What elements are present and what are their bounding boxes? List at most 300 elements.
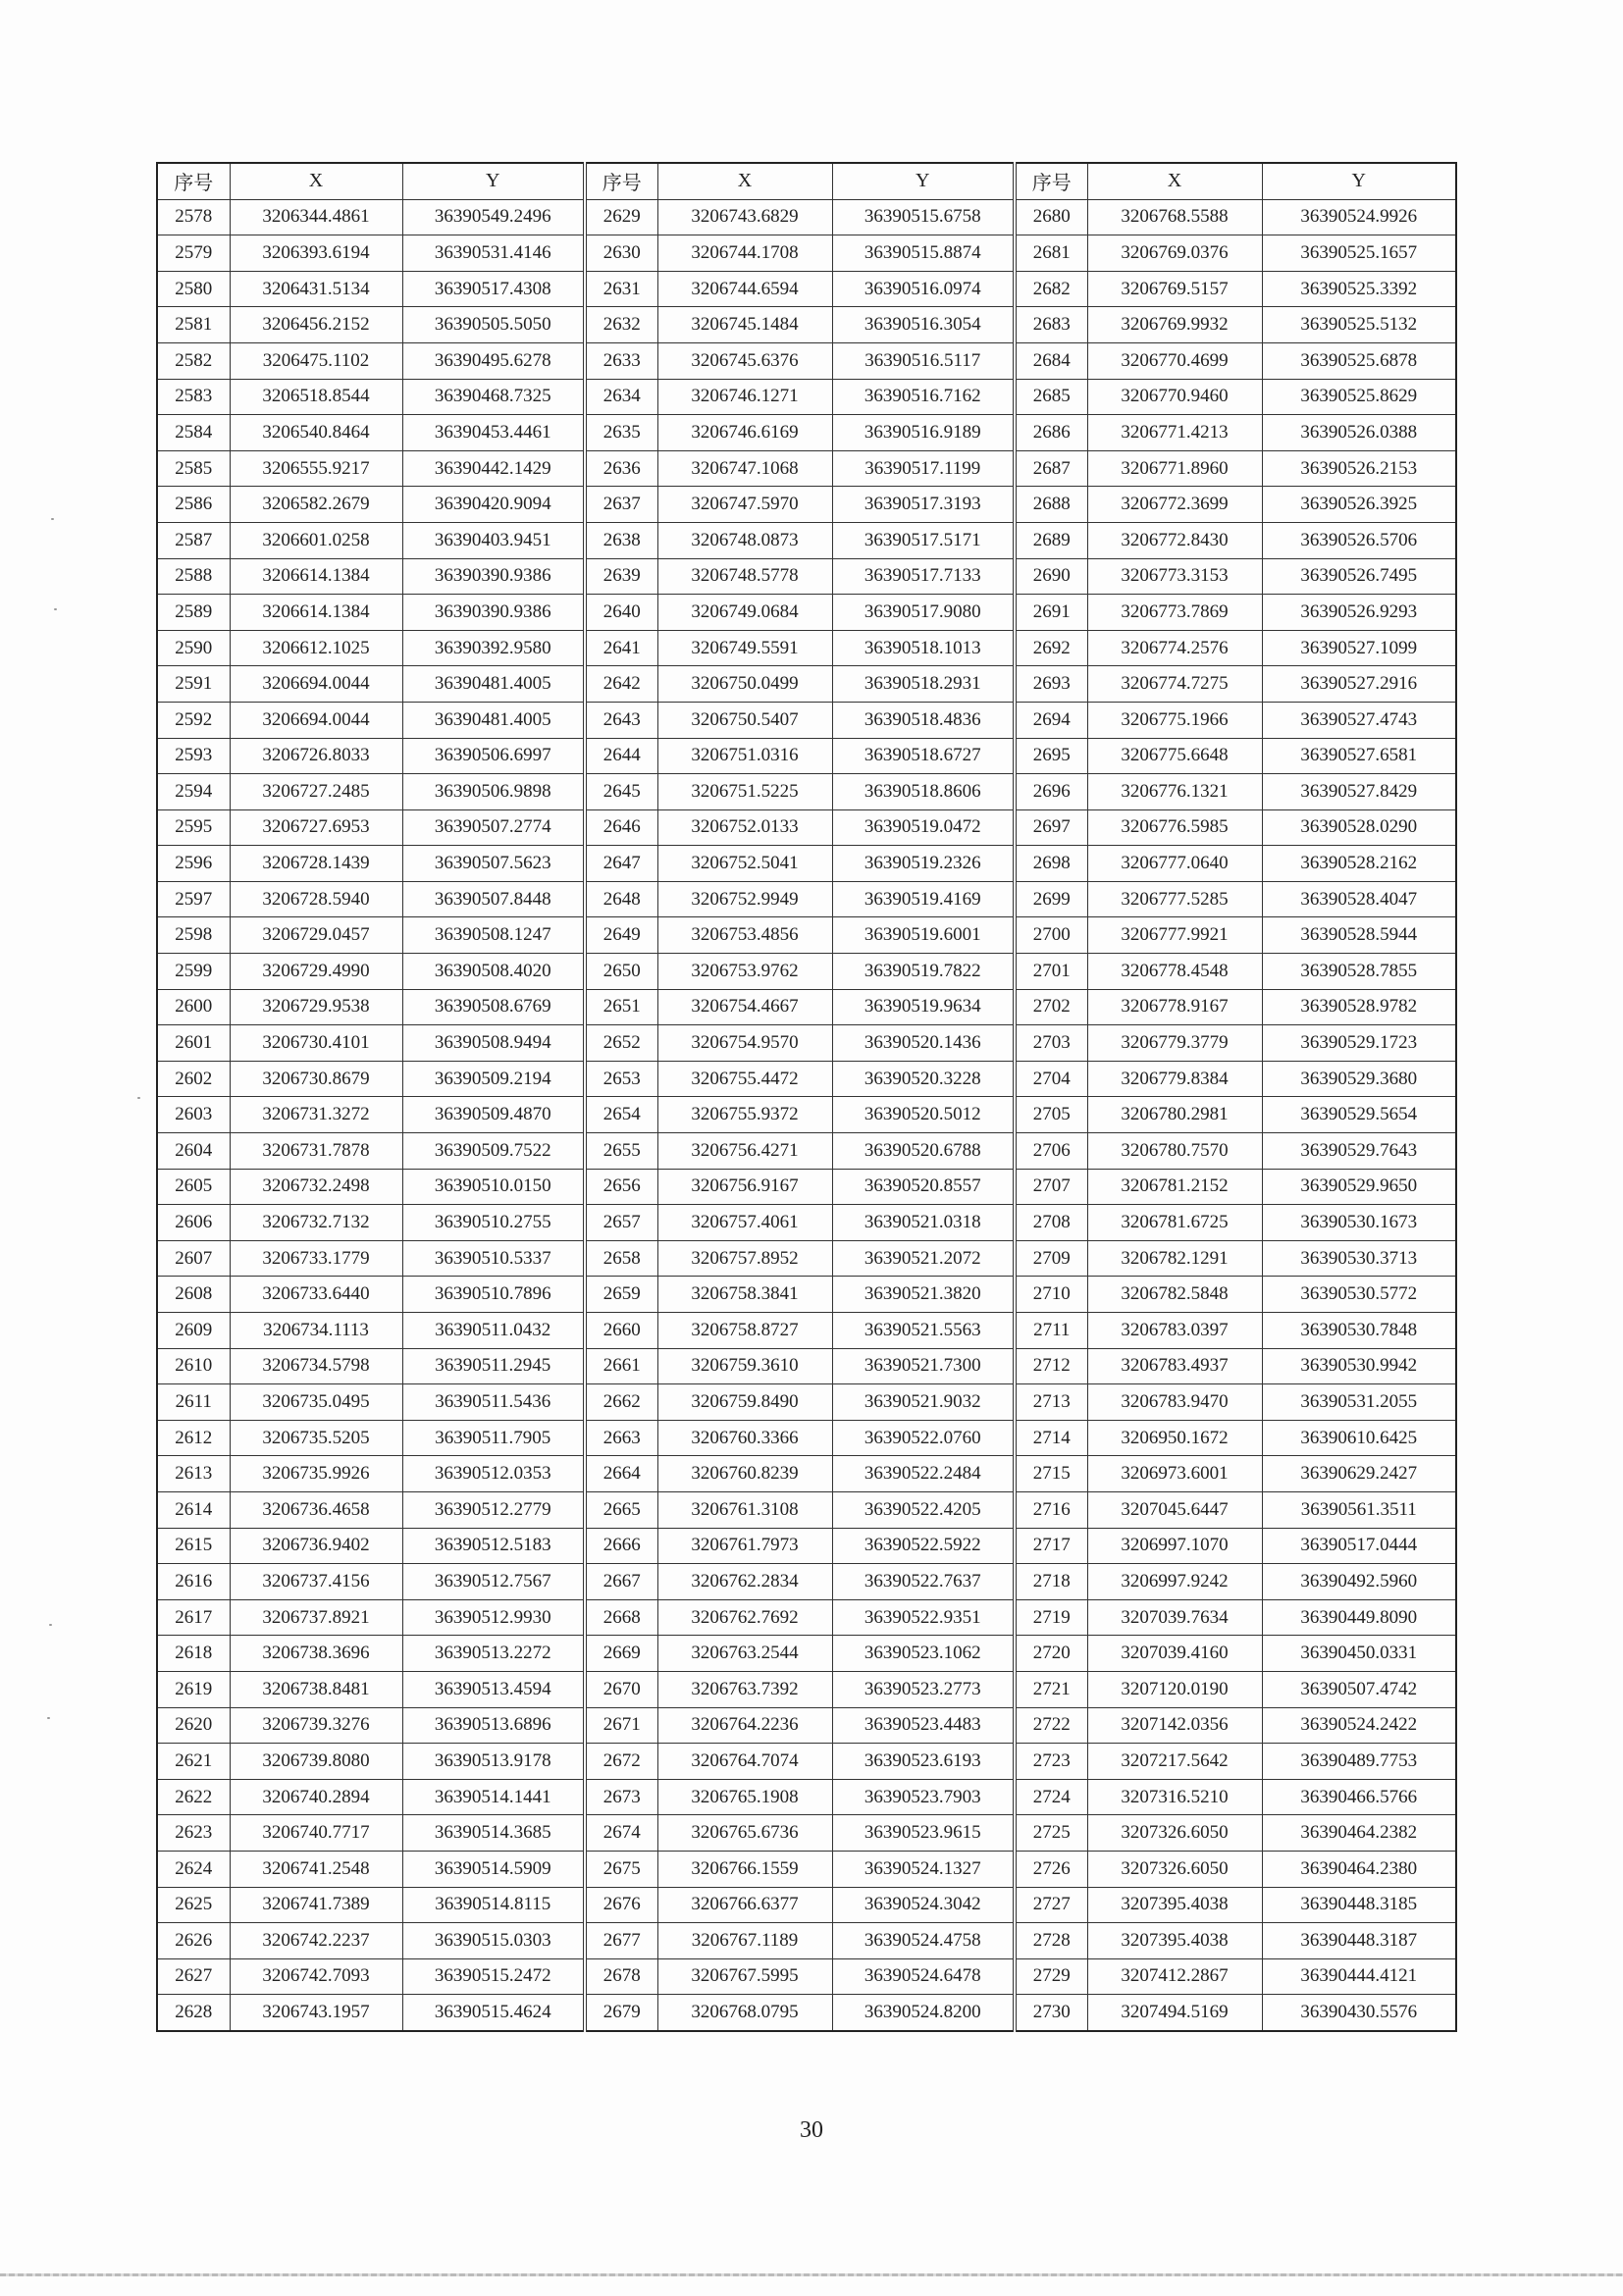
cell-x-2: 3206758.8727 (657, 1313, 832, 1349)
cell-x-2: 3206748.5778 (657, 558, 832, 595)
table-row (157, 1995, 1456, 2031)
cell-y-3: 36390525.1657 (1262, 235, 1456, 272)
cell-y-1: 36390511.5436 (402, 1384, 585, 1421)
cell-y-3: 36390466.5766 (1262, 1779, 1456, 1815)
cell-x-3: 3207142.0356 (1087, 1707, 1262, 1744)
cell-index-1: 2598 (157, 917, 230, 954)
cell-index-1: 2613 (157, 1456, 230, 1492)
cell-index-3: 2687 (1015, 450, 1087, 487)
cell-y-2: 36390517.1199 (832, 450, 1015, 487)
cell-index-1: 2604 (157, 1133, 230, 1170)
cell-x-2: 3206751.5225 (657, 774, 832, 810)
cell-index-1: 2623 (157, 1815, 230, 1852)
cell-index-3: 2682 (1015, 271, 1087, 307)
cell-x-1: 3206738.3696 (230, 1636, 402, 1672)
cell-y-3: 36390530.5772 (1262, 1277, 1456, 1313)
cell-index-1: 2581 (157, 307, 230, 343)
cell-x-1: 3206431.5134 (230, 271, 402, 307)
cell-x-1: 3206740.7717 (230, 1815, 402, 1852)
cell-index-1: 2590 (157, 630, 230, 666)
cell-y-3: 36390524.2422 (1262, 1707, 1456, 1744)
cell-index-1: 2580 (157, 271, 230, 307)
cell-y-2: 36390524.3042 (832, 1887, 1015, 1923)
cell-y-2: 36390524.4758 (832, 1923, 1015, 1959)
cell-y-1: 36390512.0353 (402, 1456, 585, 1492)
cell-x-3: 3206777.0640 (1087, 846, 1262, 882)
cell-x-1: 3206731.7878 (230, 1133, 402, 1170)
table-row (157, 702, 1456, 738)
cell-index-2: 2660 (585, 1313, 657, 1349)
cell-x-1: 3206735.5205 (230, 1420, 402, 1456)
cell-y-1: 36390507.2774 (402, 809, 585, 846)
cell-x-3: 3206771.4213 (1087, 415, 1262, 451)
cell-y-1: 36390481.4005 (402, 666, 585, 703)
cell-index-2: 2663 (585, 1420, 657, 1456)
cell-y-3: 36390561.3511 (1262, 1491, 1456, 1528)
cell-y-3: 36390529.7643 (1262, 1133, 1456, 1170)
cell-y-3: 36390528.2162 (1262, 846, 1456, 882)
table-row (157, 1887, 1456, 1923)
cell-y-1: 36390392.9580 (402, 630, 585, 666)
header-cell-index-1: 序号 (157, 163, 230, 199)
cell-x-3: 3206781.2152 (1087, 1169, 1262, 1205)
cell-y-3: 36390448.3187 (1262, 1923, 1456, 1959)
cell-x-2: 3206762.7692 (657, 1599, 832, 1636)
cell-index-3: 2680 (1015, 199, 1087, 235)
cell-x-3: 3206769.5157 (1087, 271, 1262, 307)
cell-y-3: 36390528.5944 (1262, 917, 1456, 954)
cell-index-1: 2622 (157, 1779, 230, 1815)
table-row (157, 1599, 1456, 1636)
cell-index-2: 2671 (585, 1707, 657, 1744)
cell-x-2: 3206744.6594 (657, 271, 832, 307)
cell-x-1: 3206734.5798 (230, 1348, 402, 1384)
cell-x-2: 3206766.6377 (657, 1887, 832, 1923)
cell-index-2: 2651 (585, 989, 657, 1025)
cell-y-3: 36390526.3925 (1262, 487, 1456, 523)
cell-y-2: 36390523.2773 (832, 1671, 1015, 1707)
cell-x-2: 3206747.1068 (657, 450, 832, 487)
cell-y-3: 36390629.2427 (1262, 1456, 1456, 1492)
cell-index-1: 2610 (157, 1348, 230, 1384)
cell-x-1: 3206737.8921 (230, 1599, 402, 1636)
cell-x-1: 3206728.1439 (230, 846, 402, 882)
table-row (157, 630, 1456, 666)
cell-y-3: 36390526.0388 (1262, 415, 1456, 451)
cell-y-3: 36390489.7753 (1262, 1744, 1456, 1780)
cell-y-3: 36390527.6581 (1262, 738, 1456, 774)
cell-index-3: 2703 (1015, 1025, 1087, 1062)
cell-index-3: 2711 (1015, 1313, 1087, 1349)
cell-y-1: 36390549.2496 (402, 199, 585, 235)
cell-y-1: 36390514.3685 (402, 1815, 585, 1852)
cell-x-2: 3206758.3841 (657, 1277, 832, 1313)
cell-index-1: 2589 (157, 595, 230, 631)
cell-index-1: 2602 (157, 1061, 230, 1097)
cell-x-3: 3206780.2981 (1087, 1097, 1262, 1133)
cell-index-2: 2647 (585, 846, 657, 882)
cell-y-2: 36390516.0974 (832, 271, 1015, 307)
cell-x-1: 3206344.4861 (230, 199, 402, 235)
cell-x-3: 3206770.9460 (1087, 379, 1262, 415)
cell-y-2: 36390522.9351 (832, 1599, 1015, 1636)
cell-index-2: 2664 (585, 1456, 657, 1492)
cell-index-2: 2633 (585, 342, 657, 379)
cell-y-2: 36390516.3054 (832, 307, 1015, 343)
cell-index-1: 2583 (157, 379, 230, 415)
cell-index-3: 2706 (1015, 1133, 1087, 1170)
cell-index-3: 2717 (1015, 1528, 1087, 1564)
cell-index-2: 2650 (585, 954, 657, 990)
table-row (157, 1744, 1456, 1780)
cell-index-3: 2724 (1015, 1779, 1087, 1815)
cell-index-2: 2676 (585, 1887, 657, 1923)
cell-index-2: 2658 (585, 1240, 657, 1277)
cell-x-1: 3206475.1102 (230, 342, 402, 379)
cell-x-3: 3206773.7869 (1087, 595, 1262, 631)
cell-index-3: 2686 (1015, 415, 1087, 451)
cell-x-3: 3206772.3699 (1087, 487, 1262, 523)
table-row (157, 595, 1456, 631)
cell-x-2: 3206743.6829 (657, 199, 832, 235)
table-row (157, 1636, 1456, 1672)
cell-y-2: 36390522.0760 (832, 1420, 1015, 1456)
cell-index-3: 2688 (1015, 487, 1087, 523)
cell-x-1: 3206733.1779 (230, 1240, 402, 1277)
cell-index-1: 2628 (157, 1995, 230, 2031)
table-row (157, 1097, 1456, 1133)
cell-x-2: 3206768.0795 (657, 1995, 832, 2031)
cell-y-2: 36390522.4205 (832, 1491, 1015, 1528)
cell-x-3: 3206775.1966 (1087, 702, 1262, 738)
table-row (157, 271, 1456, 307)
cell-index-3: 2694 (1015, 702, 1087, 738)
cell-x-3: 3206781.6725 (1087, 1205, 1262, 1241)
cell-x-3: 3207395.4038 (1087, 1923, 1262, 1959)
cell-index-3: 2697 (1015, 809, 1087, 846)
cell-index-2: 2678 (585, 1958, 657, 1995)
table-row (157, 1491, 1456, 1528)
table-row (157, 1707, 1456, 1744)
cell-x-1: 3206743.1957 (230, 1995, 402, 2031)
cell-y-1: 36390510.5337 (402, 1240, 585, 1277)
cell-x-3: 3206775.6648 (1087, 738, 1262, 774)
cell-x-1: 3206727.6953 (230, 809, 402, 846)
cell-y-1: 36390515.0303 (402, 1923, 585, 1959)
table-row (157, 1348, 1456, 1384)
cell-y-2: 36390521.0318 (832, 1205, 1015, 1241)
cell-index-2: 2631 (585, 271, 657, 307)
cell-index-2: 2638 (585, 522, 657, 558)
cell-index-2: 2673 (585, 1779, 657, 1815)
table-row (157, 738, 1456, 774)
cell-y-1: 36390513.6896 (402, 1707, 585, 1744)
cell-index-2: 2639 (585, 558, 657, 595)
cell-index-1: 2618 (157, 1636, 230, 1672)
cell-y-3: 36390529.3680 (1262, 1061, 1456, 1097)
cell-y-2: 36390521.5563 (832, 1313, 1015, 1349)
cell-index-1: 2592 (157, 702, 230, 738)
table-row (157, 235, 1456, 272)
table-row (157, 1528, 1456, 1564)
cell-index-3: 2690 (1015, 558, 1087, 595)
table-row (157, 1779, 1456, 1815)
table-header-row (157, 163, 1456, 199)
cell-x-2: 3206757.8952 (657, 1240, 832, 1277)
cell-index-2: 2677 (585, 1923, 657, 1959)
cell-y-1: 36390506.9898 (402, 774, 585, 810)
cell-index-2: 2643 (585, 702, 657, 738)
cell-index-1: 2594 (157, 774, 230, 810)
cell-y-3: 36390525.8629 (1262, 379, 1456, 415)
cell-index-1: 2615 (157, 1528, 230, 1564)
cell-x-3: 3206772.8430 (1087, 522, 1262, 558)
cell-index-2: 2634 (585, 379, 657, 415)
cell-x-3: 3206774.7275 (1087, 666, 1262, 703)
cell-y-1: 36390506.6997 (402, 738, 585, 774)
cell-index-2: 2645 (585, 774, 657, 810)
cell-x-3: 3206783.9470 (1087, 1384, 1262, 1421)
table-row (157, 342, 1456, 379)
cell-y-2: 36390521.2072 (832, 1240, 1015, 1277)
cell-y-2: 36390517.7133 (832, 558, 1015, 595)
scan-speck (137, 1097, 140, 1099)
cell-x-2: 3206746.6169 (657, 415, 832, 451)
header-cell-index-3: 序号 (1015, 163, 1087, 199)
cell-x-1: 3206732.7132 (230, 1205, 402, 1241)
cell-x-2: 3206755.9372 (657, 1097, 832, 1133)
cell-index-3: 2714 (1015, 1420, 1087, 1456)
cell-index-3: 2705 (1015, 1097, 1087, 1133)
cell-x-1: 3206733.6440 (230, 1277, 402, 1313)
cell-x-1: 3206732.2498 (230, 1169, 402, 1205)
cell-x-3: 3206776.1321 (1087, 774, 1262, 810)
cell-index-3: 2730 (1015, 1995, 1087, 2031)
cell-x-3: 3207039.4160 (1087, 1636, 1262, 1672)
cell-index-3: 2716 (1015, 1491, 1087, 1528)
cell-x-1: 3206612.1025 (230, 630, 402, 666)
cell-x-1: 3206730.8679 (230, 1061, 402, 1097)
cell-index-2: 2646 (585, 809, 657, 846)
cell-x-3: 3206782.1291 (1087, 1240, 1262, 1277)
cell-index-1: 2586 (157, 487, 230, 523)
cell-index-3: 2699 (1015, 881, 1087, 917)
cell-x-1: 3206582.2679 (230, 487, 402, 523)
cell-x-2: 3206754.9570 (657, 1025, 832, 1062)
cell-y-2: 36390517.5171 (832, 522, 1015, 558)
cell-x-2: 3206754.4667 (657, 989, 832, 1025)
cell-y-3: 36390530.1673 (1262, 1205, 1456, 1241)
cell-y-2: 36390518.2931 (832, 666, 1015, 703)
scan-speck (47, 1717, 50, 1719)
cell-index-3: 2729 (1015, 1958, 1087, 1995)
table-row (157, 487, 1456, 523)
cell-x-1: 3206614.1384 (230, 558, 402, 595)
cell-y-3: 36390507.4742 (1262, 1671, 1456, 1707)
cell-y-1: 36390513.2272 (402, 1636, 585, 1672)
cell-x-1: 3206555.9217 (230, 450, 402, 487)
cell-x-3: 3206771.8960 (1087, 450, 1262, 487)
cell-y-3: 36390525.6878 (1262, 342, 1456, 379)
cell-y-1: 36390442.1429 (402, 450, 585, 487)
cell-index-3: 2702 (1015, 989, 1087, 1025)
cell-x-2: 3206744.1708 (657, 235, 832, 272)
cell-y-3: 36390610.6425 (1262, 1420, 1456, 1456)
cell-index-1: 2625 (157, 1887, 230, 1923)
cell-x-2: 3206759.3610 (657, 1348, 832, 1384)
cell-x-2: 3206745.6376 (657, 342, 832, 379)
cell-x-2: 3206767.1189 (657, 1923, 832, 1959)
cell-y-2: 36390524.8200 (832, 1995, 1015, 2031)
cell-x-3: 3207326.6050 (1087, 1851, 1262, 1887)
cell-x-1: 3206456.2152 (230, 307, 402, 343)
cell-x-2: 3206755.4472 (657, 1061, 832, 1097)
cell-index-2: 2652 (585, 1025, 657, 1062)
cell-index-2: 2629 (585, 199, 657, 235)
cell-y-2: 36390523.6193 (832, 1744, 1015, 1780)
cell-y-3: 36390531.2055 (1262, 1384, 1456, 1421)
cell-x-2: 3206747.5970 (657, 487, 832, 523)
cell-x-2: 3206764.2236 (657, 1707, 832, 1744)
cell-index-2: 2661 (585, 1348, 657, 1384)
cell-x-3: 3207316.5210 (1087, 1779, 1262, 1815)
cell-x-2: 3206756.4271 (657, 1133, 832, 1170)
cell-x-3: 3206950.1672 (1087, 1420, 1262, 1456)
cell-index-2: 2636 (585, 450, 657, 487)
table-row (157, 881, 1456, 917)
table-row (157, 1169, 1456, 1205)
cell-x-2: 3206765.1908 (657, 1779, 832, 1815)
cell-y-1: 36390510.7896 (402, 1277, 585, 1313)
cell-y-3: 36390444.4121 (1262, 1958, 1456, 1995)
cell-index-2: 2637 (585, 487, 657, 523)
cell-y-3: 36390530.7848 (1262, 1313, 1456, 1349)
table-row (157, 1671, 1456, 1707)
cell-x-2: 3206766.1559 (657, 1851, 832, 1887)
cell-x-2: 3206763.7392 (657, 1671, 832, 1707)
cell-index-3: 2712 (1015, 1348, 1087, 1384)
cell-y-1: 36390510.2755 (402, 1205, 585, 1241)
cell-index-3: 2681 (1015, 235, 1087, 272)
cell-y-1: 36390511.7905 (402, 1420, 585, 1456)
cell-y-2: 36390521.9032 (832, 1384, 1015, 1421)
cell-index-1: 2619 (157, 1671, 230, 1707)
cell-y-3: 36390517.0444 (1262, 1528, 1456, 1564)
cell-index-2: 2669 (585, 1636, 657, 1672)
cell-y-2: 36390520.5012 (832, 1097, 1015, 1133)
header-cell-index-2: 序号 (585, 163, 657, 199)
cell-index-3: 2710 (1015, 1277, 1087, 1313)
table-row (157, 846, 1456, 882)
cell-y-1: 36390390.9386 (402, 595, 585, 631)
cell-x-2: 3206761.7973 (657, 1528, 832, 1564)
cell-index-1: 2605 (157, 1169, 230, 1205)
cell-index-3: 2685 (1015, 379, 1087, 415)
cell-y-1: 36390515.4624 (402, 1995, 585, 2031)
cell-x-1: 3206727.2485 (230, 774, 402, 810)
cell-x-2: 3206750.5407 (657, 702, 832, 738)
cell-y-3: 36390530.3713 (1262, 1240, 1456, 1277)
cell-y-2: 36390524.6478 (832, 1958, 1015, 1995)
cell-index-1: 2611 (157, 1384, 230, 1421)
cell-index-1: 2627 (157, 1958, 230, 1995)
cell-x-1: 3206737.4156 (230, 1564, 402, 1600)
cell-y-2: 36390520.1436 (832, 1025, 1015, 1062)
cell-index-1: 2588 (157, 558, 230, 595)
cell-y-2: 36390518.6727 (832, 738, 1015, 774)
cell-x-3: 3206773.3153 (1087, 558, 1262, 595)
cell-x-2: 3206751.0316 (657, 738, 832, 774)
cell-y-1: 36390512.9930 (402, 1599, 585, 1636)
cell-x-3: 3206776.5985 (1087, 809, 1262, 846)
cell-x-2: 3206763.2544 (657, 1636, 832, 1672)
header-cell-x-3: X (1087, 163, 1262, 199)
cell-x-1: 3206739.8080 (230, 1744, 402, 1780)
cell-index-2: 2665 (585, 1491, 657, 1528)
cell-x-1: 3206736.9402 (230, 1528, 402, 1564)
cell-y-3: 36390464.2380 (1262, 1851, 1456, 1887)
cell-y-1: 36390508.1247 (402, 917, 585, 954)
cell-x-3: 3206783.0397 (1087, 1313, 1262, 1349)
cell-index-2: 2642 (585, 666, 657, 703)
table-row (157, 1061, 1456, 1097)
cell-index-3: 2713 (1015, 1384, 1087, 1421)
cell-y-3: 36390526.5706 (1262, 522, 1456, 558)
cell-y-2: 36390520.3228 (832, 1061, 1015, 1097)
header-cell-y-1: Y (402, 163, 585, 199)
cell-x-1: 3206738.8481 (230, 1671, 402, 1707)
cell-x-2: 3206749.5591 (657, 630, 832, 666)
cell-y-2: 36390515.8874 (832, 235, 1015, 272)
cell-x-3: 3207045.6447 (1087, 1491, 1262, 1528)
cell-x-2: 3206765.6736 (657, 1815, 832, 1852)
cell-y-3: 36390449.8090 (1262, 1599, 1456, 1636)
cell-x-1: 3206742.7093 (230, 1958, 402, 1995)
scan-speck (49, 1624, 52, 1626)
cell-y-2: 36390519.9634 (832, 989, 1015, 1025)
cell-index-3: 2700 (1015, 917, 1087, 954)
cell-y-3: 36390529.9650 (1262, 1169, 1456, 1205)
cell-x-1: 3206728.5940 (230, 881, 402, 917)
cell-index-2: 2662 (585, 1384, 657, 1421)
cell-x-2: 3206753.4856 (657, 917, 832, 954)
cell-y-1: 36390509.2194 (402, 1061, 585, 1097)
cell-y-2: 36390518.4836 (832, 702, 1015, 738)
cell-x-2: 3206753.9762 (657, 954, 832, 990)
cell-y-3: 36390528.4047 (1262, 881, 1456, 917)
table-row (157, 199, 1456, 235)
cell-index-3: 2701 (1015, 954, 1087, 990)
table-row (157, 1923, 1456, 1959)
cell-index-1: 2609 (157, 1313, 230, 1349)
cell-x-1: 3206540.8464 (230, 415, 402, 451)
cell-x-3: 3206777.5285 (1087, 881, 1262, 917)
cell-y-2: 36390523.9615 (832, 1815, 1015, 1852)
cell-x-2: 3206761.3108 (657, 1491, 832, 1528)
cell-x-1: 3206614.1384 (230, 595, 402, 631)
cell-x-2: 3206759.8490 (657, 1384, 832, 1421)
cell-y-1: 36390481.4005 (402, 702, 585, 738)
cell-y-3: 36390526.7495 (1262, 558, 1456, 595)
cell-y-1: 36390512.5183 (402, 1528, 585, 1564)
cell-index-1: 2606 (157, 1205, 230, 1241)
table-row (157, 917, 1456, 954)
cell-index-2: 2644 (585, 738, 657, 774)
cell-x-2: 3206752.0133 (657, 809, 832, 846)
cell-x-1: 3206731.3272 (230, 1097, 402, 1133)
cell-index-3: 2691 (1015, 595, 1087, 631)
cell-y-1: 36390511.0432 (402, 1313, 585, 1349)
